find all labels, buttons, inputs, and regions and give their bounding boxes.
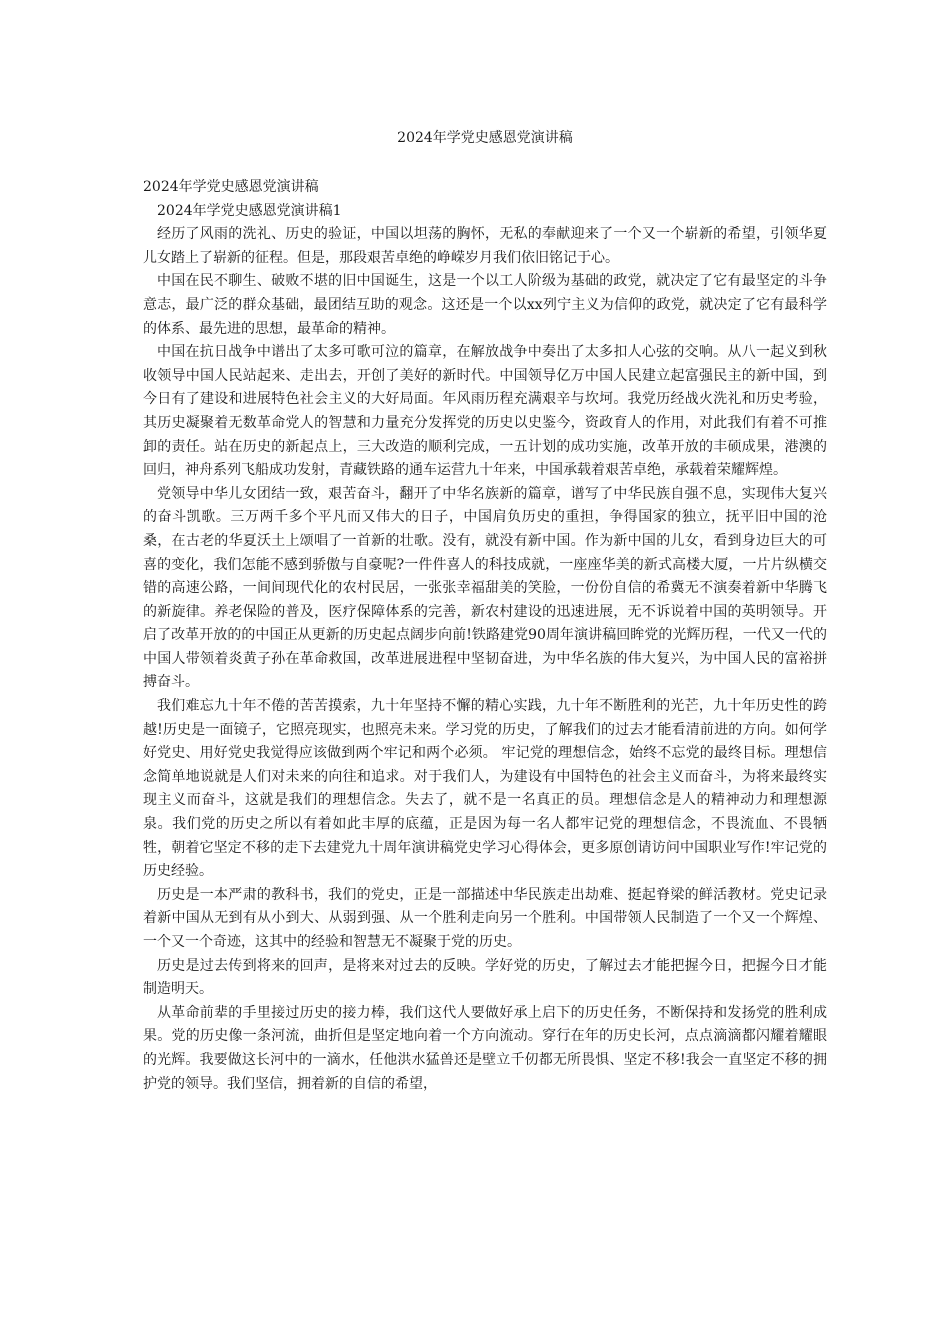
paragraph: 从革命前辈的手里接过历史的接力棒，我们这代人要做好承上启下的历史任务，不断保持和发扬党的胜利成果。党的历史像一条河流，曲折但是坚定地向着一个方向流动。穿行在年的历史长河，点点滴滴都闪耀着耀眼的光辉。我要做这长河中的一滴水，任他洪水猛兽还是壁立千仞都无所畏惧、坚定不移!我会一直坚定不移的拥护党的领导。我们坚信，拥着新的自信的希望， xyxy=(143,1004,827,1092)
paragraph: 历史是一本严肃的教科书，我们的党史，正是一部描述中华民族走出劫难、挺起脊梁的鲜活教材。党史记录着新中国从无到有从小到大、从弱到强、从一个胜利走向另一个胜利。中国带领人民制造了一个又一个辉煌、一个又一个奇迹，这其中的经验和智慧无不凝聚于党的历史。 xyxy=(143,886,827,950)
paragraph: 党领导中华儿女团结一致，艰苦奋斗，翻开了中华名族新的篇章，谱写了中华民族自强不息，实现伟大复兴的奋斗凯歌。三万两千多个平凡而又伟大的日子，中国肩负历史的重担，争得国家的独立，抚平旧中国的沧桑，在古老的华夏沃土上颂唱了一首新的壮歌。没有，就没有新中国。作为新中国的儿女，看到身边巨大的可喜的变化，我们怎能不感到骄傲与自豪呢?一件件喜人的科技成就，一座座华美的新式高楼大厦，一片片纵横交错的高速公路，一间间现代化的农村民居，一张张幸福甜美的笑脸，一份份自信的希冀无不演奏着新中华腾飞的新旋律。养老保险的普及，医疗保障体系的完善，新农村建设的迅速进展，无不诉说着中国的英明领导。开启了改革开放的的中国正从更新的历史起点阔步向前!铁路建党90周年演讲稿回眸党的光辉历程，一代又一代的中国人带领着炎黄子孙在革命救国，改革进展进程中坚韧奋进，为中华名族的伟大复兴，为中国人民的富裕拼搏奋斗。 xyxy=(143,485,827,691)
section-subheading: 2024年学党史感恩党演讲稿1 xyxy=(157,202,342,219)
paragraph: 经历了风雨的洗礼、历史的验证，中国以坦荡的胸怀，无私的奉献迎来了一个又一个崭新的希望，引领华夏儿女踏上了崭新的征程。但是，那段艰苦卓绝的峥嵘岁月我们依旧铭记于心。 xyxy=(143,226,827,266)
document-body xyxy=(143,176,827,1096)
paragraph: 我们难忘九十年不倦的苦苦摸索，九十年坚持不懈的精心实践，九十年不断胜利的光芒，九十年历史性的跨越!历史是一面镜子，它照亮现实，也照亮未来。学习党的历史，了解我们的过去才能看清前进的方向。如何学好党史、用好党史我觉得应该做到两个牢记和两个必须。 牢记党的理想信念，始终不忘党的最终目标。理想信念简单地说就是人们对未来的向往和追求。对于我们人，为建设有中国特色的社会主义而奋斗，为将来最终实现主义而奋斗，这就是我们的理想信念。失去了，就不是一名真正的员。理想信念是人的精神动力和理想源泉。我们党的历史之所以有着如此丰厚的底蕴，正是因为每一名人都牢记党的理想信念，不畏流血、不畏牺牲，朝着它坚定不移的走下去建党九十周年演讲稿党史学习心得体会，更多原创请访问中国职业写作!牢记党的历史经验。 xyxy=(143,698,827,880)
paragraph: 中国在民不聊生、破败不堪的旧中国诞生，这是一个以工人阶级为基础的政党，就决定了它有最坚定的斗争意志，最广泛的群众基础，最团结互助的观念。这还是一个以xx列宁主义为信仰的政党，就决定了它有最科学的体系、最先进的思想，最革命的精神。 xyxy=(143,273,827,337)
paragraph: 中国在抗日战争中谱出了太多可歌可泣的篇章，在解放战争中奏出了太多扣人心弦的交响。从八一起义到秋收领导中国人民站起来、走出去，开创了美好的新时代。中国领导亿万中国人民建立起富强民主的新中国，到今日有了建设和进展特色社会主义的大好局面。年风雨历程充满艰辛与坎坷。我党历经战火洗礼和历史考验，其历史凝聚着无数革命党人的智慧和力量充分发挥党的历史以史鉴今，资政育人的作用，对此我们有着不可推卸的责任。站在历史的新起点上，三大改造的顺利完成，一五计划的成功实施，改革开放的丰硕成果，港澳的回归，神舟系列飞船成功发射，青藏铁路的通车运营九十年来，中国承载着艰苦卓绝，承载着荣耀辉煌。 xyxy=(143,344,827,479)
section-heading: 2024年学党史感恩党演讲稿 xyxy=(143,179,319,195)
paragraph: 历史是过去传到将来的回声，是将来对过去的反映。学好党的历史，了解过去才能把握今日，把握今日才能制造明天。 xyxy=(143,957,827,998)
document-title: 2024年学党史感恩党演讲稿 xyxy=(397,130,573,146)
document-page xyxy=(143,0,827,1344)
